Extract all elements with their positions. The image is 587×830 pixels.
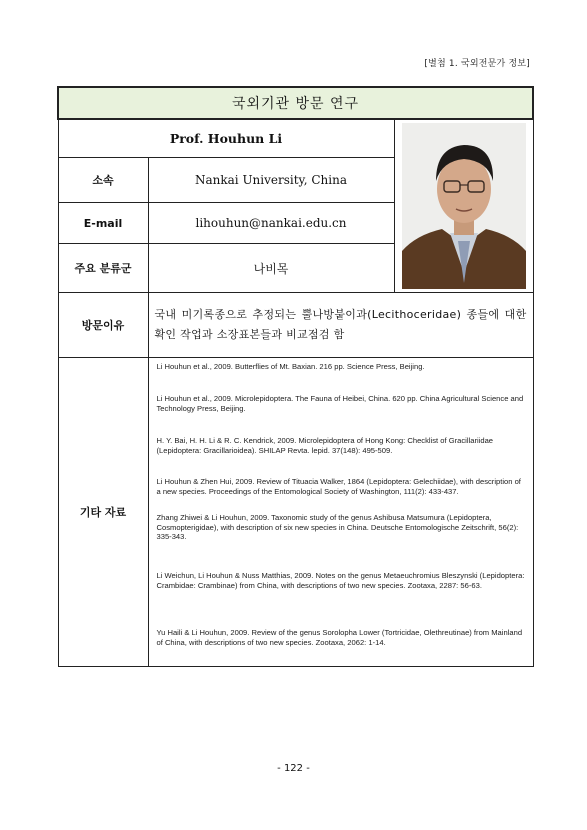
references-cell [148, 358, 533, 667]
reference-item: Li Weichun, Li Houhun & Nuss Matthias, 2009. Notes on the genus Metaeuchromius Bleszynski (Lepidoptera: Crambidae: Crambinae) from China, with descriptions of two new species. Zootaxa, 2287: 56-63. [156, 571, 525, 590]
visit-reason-value: 국내 미기록종으로 추정되는 뿔나방붙이과(Lecithoceridae) 종들에 대한 확인 작업과 소장표본들과 비교점검 함 [148, 293, 533, 358]
reference-item: Zhang Zhiwei & Li Houhun, 2009. Taxonomic study of the genus Ashibusa Matsumura (Lepidoptera, Cosmopterigidae), with description of six new species in China. Deutsche Entomologische Zeitschrift, 56(2): 335-343. [156, 513, 519, 542]
visitor-info-table [57, 86, 534, 667]
photo-cell [394, 119, 533, 293]
taxon-value: 나비목 [148, 244, 394, 293]
visitor-name: Prof. Houhun Li [58, 119, 394, 158]
reference-item: Li Houhun & Zhen Hui, 2009. Review of Tituacia Walker, 1864 (Lepidoptera: Gelechiidae), with description of a new species. Proceedings of the Entomological Society of Washington, 111(2): 433-437. [156, 477, 521, 496]
affiliation-label: 소속 [58, 158, 148, 203]
references-list [149, 358, 533, 666]
taxon-label: 주요 분류군 [58, 244, 148, 293]
portrait-photo [402, 123, 526, 289]
page-number: - 122 - [277, 763, 310, 774]
table-title: 국외기관 방문 연구 [58, 87, 533, 119]
reference-item: H. Y. Bai, H. H. Li & R. C. Kendrick, 2009. Microlepidoptera of Hong Kong: Checklist of Gracillariidae (Lepidoptera: Gracillarioidea). SHILAP Revta. lepid. 37(148): 495-509. [156, 436, 494, 455]
reference-item: Li Houhun et al., 2009. Microlepidoptera. The Fauna of Heibei, China. 620 pp. China Agricultural Science and Technology Press, Beijing. [156, 394, 524, 413]
affiliation-value: Nankai University, China [148, 158, 394, 203]
visit-reason-label: 방문이유 [58, 293, 148, 358]
references-label: 기타 자료 [58, 358, 148, 667]
appendix-label: [별첨 1. 국외전문가 정보] [424, 59, 530, 69]
reference-item: Yu Haili & Li Houhun, 2009. Review of the genus Sorolopha Lower (Tortricidae, Olethreutinae) from Mainland of China, with descriptions of two new species. Zootaxa, 2062: 1-14. [156, 628, 523, 647]
email-value: lihouhun@nankai.edu.cn [148, 203, 394, 244]
reference-item: Li Houhun et al., 2009. Butterflies of Mt. Baxian. 216 pp. Science Press, Beijing. [156, 362, 425, 371]
email-label: E-mail [58, 203, 148, 244]
